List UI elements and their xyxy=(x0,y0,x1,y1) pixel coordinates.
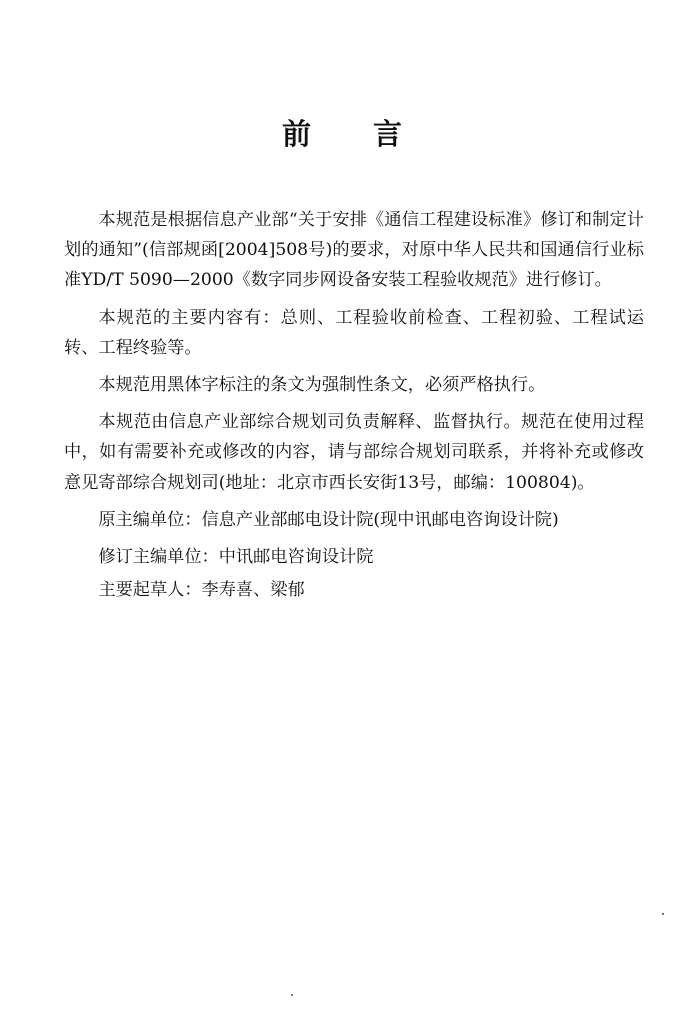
paragraph-revision-basis: 本规范是根据信息产业部“关于安排《通信工程建设标准》修订和制定计划的通知”(信部规函[2004]508号)的要求，对原中华人民共和国通信行业标准YD/T 5090—2000《数字同步网设备安装工程验收规范》进行修订。 xyxy=(64,210,644,291)
foreword-body xyxy=(64,205,644,605)
page-title xyxy=(0,112,684,153)
paragraph-mandatory-clauses: 本规范用黑体字标注的条文为强制性条文，必须严格执行。 xyxy=(98,375,546,396)
title-char-1: 前 xyxy=(281,117,311,151)
scan-speck xyxy=(662,913,664,915)
paragraph-main-contents: 本规范的主要内容有：总则、工程验收前检查、工程初验、工程试运转、工程终验等。 xyxy=(64,307,644,358)
paragraph-interpretation: 本规范由信息产业部综合规划司负责解释、监督执行。规范在使用过程中，如有需要补充或修改的内容，请与部综合规划司联系，并将补充或修改意见寄部综合规划司(地址：北京市西长安街13号，邮编：100804)。 xyxy=(64,412,644,493)
paragraph-drafters: 主要起草人：李寿喜、梁郁 xyxy=(98,580,305,601)
paragraph-revision-editor: 修订主编单位：中讯邮电咨询设计院 xyxy=(98,547,374,568)
paragraph-original-editor: 原主编单位：信息产业部邮电设计院(现中讯邮电咨询设计院) xyxy=(98,509,559,530)
title-char-2: 言 xyxy=(373,117,403,151)
scan-speck xyxy=(291,994,293,996)
